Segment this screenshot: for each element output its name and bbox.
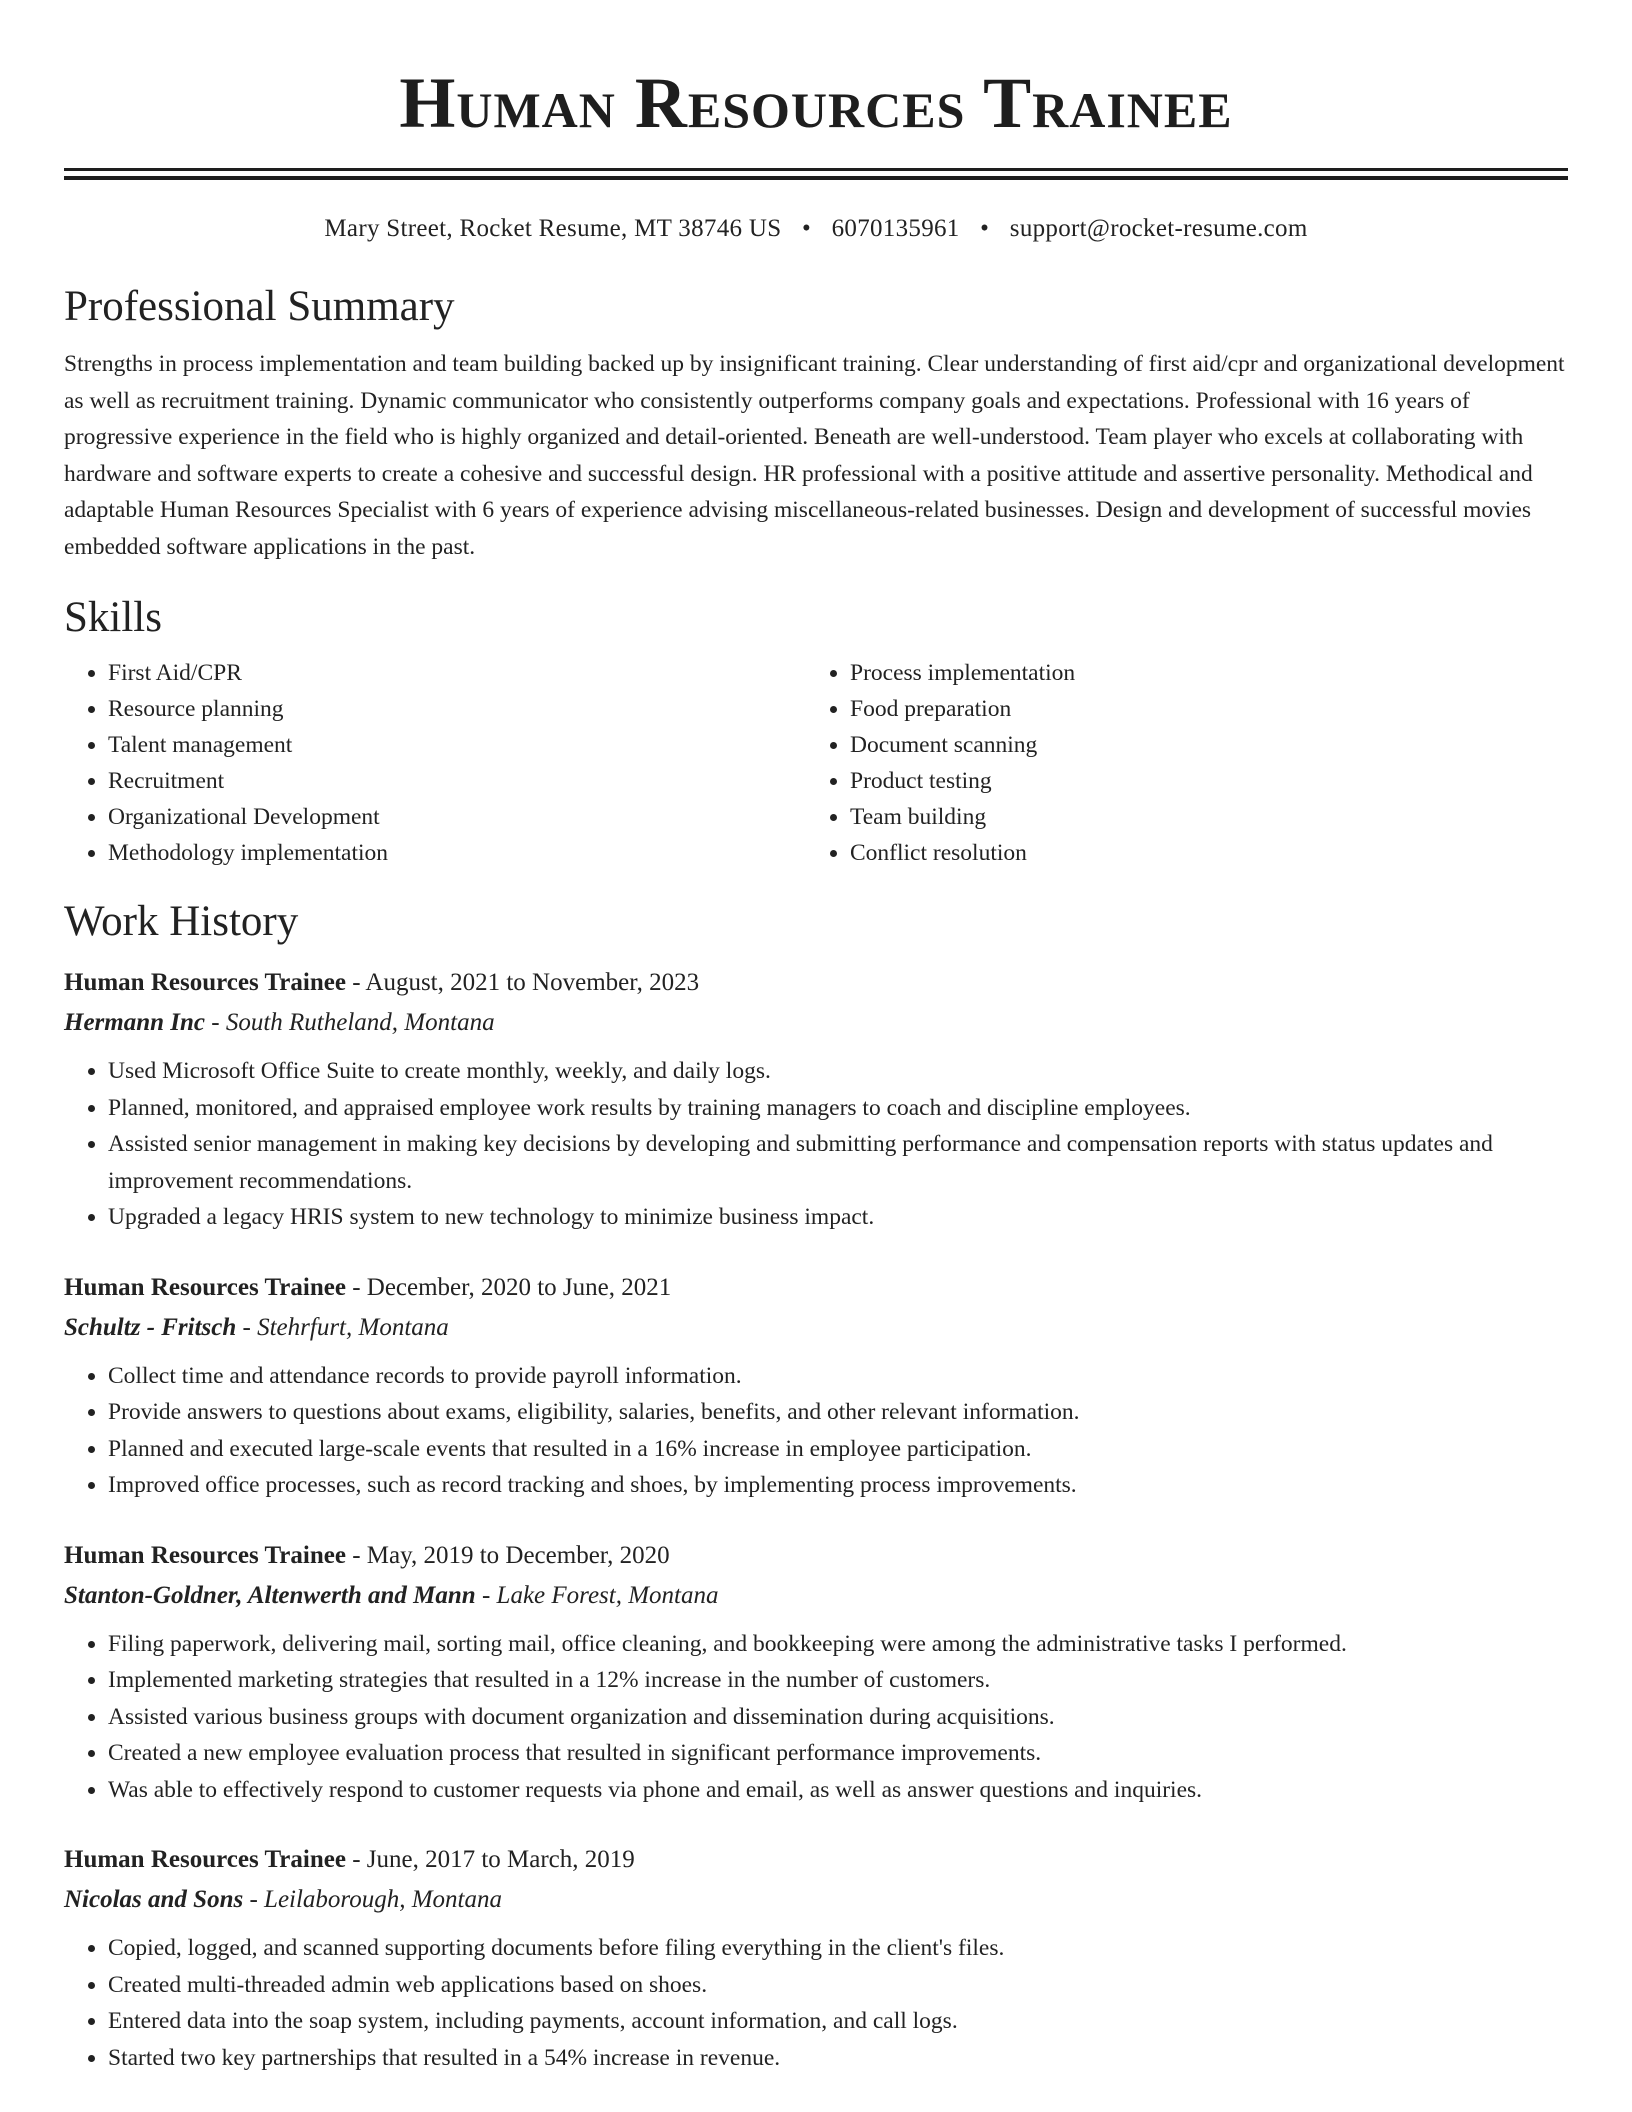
job-location: - Lake Forest, Montana <box>475 1581 719 1609</box>
summary-heading: Professional Summary <box>64 283 455 330</box>
summary-text: Strengths in process implementation and team building backed up by insignificant training. Clear understanding of first aid/cpr and organizational development as well as recruitment training. Dynamic communicator who consistently outperforms company goals and expectations. Professional with 16 years of progressive experience in the field who is highly organized and detail-oriented. Beneath are well-understood. Team player who excels at collaborating with hardware and software experts to create a cohesive and successful design. HR professional with a positive attitude and assertive personality. Methodical and adaptable Human Resources Specialist with 6 years of experience advising miscellaneous-related businesses. Design and development of successful movies embedded software applications in the past. <box>64 351 1565 560</box>
job-company: Hermann Inc <box>64 1009 206 1036</box>
job-bullet: • Created multi-threaded admin web applications based on shoes. <box>108 1967 1568 2004</box>
job-bullet: • Filing paperwork, delivering mail, sorting mail, office cleaning, and bookkeeping were among the administrative tasks I performed. <box>108 1626 1568 1663</box>
skills-columns <box>64 655 1568 871</box>
job-bullets <box>64 1626 1568 1809</box>
contact-phone: 6070135961 <box>831 215 960 242</box>
job-title: Human Resources Trainee <box>64 1541 346 1569</box>
job-entry <box>64 963 1568 1236</box>
contact-line <box>64 214 1568 244</box>
skills-heading: Skills <box>64 594 162 641</box>
job-bullet: • Entered data into the soap system, including payments, account information, and call logs. <box>108 2003 1568 2040</box>
job-location: - Stehrfurt, Montana <box>236 1313 449 1341</box>
skill-item: • Conflict resolution <box>850 835 1548 871</box>
job-bullets <box>64 1053 1568 1236</box>
job-dates: - May, 2019 to December, 2020 <box>345 1541 670 1569</box>
job-bullet: • Assisted senior management in making key decisions by developing and submitting performance and compensation reports with status updates and improvement recommendations. <box>108 1126 1568 1199</box>
contact-email: support@rocket-resume.com <box>1009 215 1308 242</box>
skill-item: • Organizational Development <box>108 799 806 835</box>
resume-title: Human Resources Trainee <box>399 63 1233 143</box>
job-title-line <box>64 1268 1568 1308</box>
skill-item: • Talent management <box>108 727 806 763</box>
job-dates: - June, 2017 to March, 2019 <box>345 1846 635 1873</box>
skill-item: • Recruitment <box>108 763 806 799</box>
job-dates: - August, 2021 to November, 2023 <box>345 969 700 996</box>
job-title-line <box>64 963 1568 1003</box>
job-bullet: • Implemented marketing strategies that resulted in a 12% increase in the number of customers. <box>108 1662 1568 1699</box>
job-company-line <box>64 1308 1568 1348</box>
resume-page <box>64 0 1568 2076</box>
summary-section <box>64 282 1568 565</box>
job-location: - Leilaborough, Montana <box>243 1886 503 1913</box>
job-bullet: • Upgraded a legacy HRIS system to new technology to minimize business impact. <box>108 1199 1568 1236</box>
skill-item: • Resource planning <box>108 691 806 727</box>
job-company: Nicolas and Sons <box>64 1886 244 1913</box>
job-bullets <box>64 1358 1568 1504</box>
job-entry <box>64 1840 1568 2076</box>
job-dates: - December, 2020 to June, 2021 <box>345 1273 672 1301</box>
skills-list-left <box>64 655 806 871</box>
contact-separator: • <box>980 215 990 242</box>
job-bullet: • Planned and executed large-scale events that resulted in a 16% increase in employee participation. <box>108 1431 1568 1468</box>
job-bullets <box>64 1930 1568 2076</box>
skills-list-right <box>806 655 1548 871</box>
job-bullet: • Started two key partnerships that resulted in a 54% increase in revenue. <box>108 2040 1568 2077</box>
skill-item: • Product testing <box>850 763 1548 799</box>
skills-section <box>64 593 1568 871</box>
job-entry <box>64 1268 1568 1504</box>
job-company-line <box>64 1880 1568 1920</box>
work-history-heading: Work History <box>64 898 299 945</box>
job-bullet: • Collect time and attendance records to provide payroll information. <box>108 1358 1568 1395</box>
job-bullet: • Planned, monitored, and appraised employee work results by training managers to coach and discipline employees. <box>108 1090 1568 1127</box>
job-bullet: • Assisted various business groups with document organization and dissemination during acquisitions. <box>108 1699 1568 1736</box>
job-company-line <box>64 1576 1568 1616</box>
job-title: Human Resources Trainee <box>64 1846 346 1873</box>
job-title: Human Resources Trainee <box>64 1273 346 1301</box>
job-location: - South Rutheland, Montana <box>205 1009 495 1036</box>
job-bullet: • Used Microsoft Office Suite to create monthly, weekly, and daily logs. <box>108 1053 1568 1090</box>
job-bullet: • Created a new employee evaluation process that resulted in significant performance improvements. <box>108 1735 1568 1772</box>
job-entry <box>64 1536 1568 1809</box>
job-title-line <box>64 1840 1568 1880</box>
skill-item: • Process implementation <box>850 655 1548 691</box>
skill-item: • Methodology implementation <box>108 835 806 871</box>
title-divider-top <box>64 168 1568 171</box>
job-company: Schultz - Fritsch <box>64 1313 237 1341</box>
job-bullet: • Was able to effectively respond to customer requests via phone and email, as well as answer questions and inquiries. <box>108 1772 1568 1809</box>
contact-address: Mary Street, Rocket Resume, MT 38746 US <box>324 215 782 242</box>
contact-separator: • <box>801 215 812 242</box>
job-bullet: • Copied, logged, and scanned supporting documents before filing everything in the client's files. <box>108 1930 1568 1967</box>
title-divider-bottom <box>64 176 1568 180</box>
job-company-line <box>64 1003 1568 1043</box>
job-bullet: • Provide answers to questions about exams, eligibility, salaries, benefits, and other relevant information. <box>108 1394 1568 1431</box>
skill-item: • Food preparation <box>850 691 1548 727</box>
job-title: Human Resources Trainee <box>64 969 346 996</box>
job-company: Stanton-Goldner, Altenwerth and Mann <box>64 1581 476 1609</box>
skill-item: • First Aid/CPR <box>108 655 806 691</box>
skill-item: • Document scanning <box>850 727 1548 763</box>
job-title-line <box>64 1536 1568 1576</box>
work-history-section <box>64 897 1568 2076</box>
job-bullet: • Improved office processes, such as record tracking and shoes, by implementing process improvements. <box>108 1467 1568 1504</box>
skill-item: • Team building <box>850 799 1548 835</box>
